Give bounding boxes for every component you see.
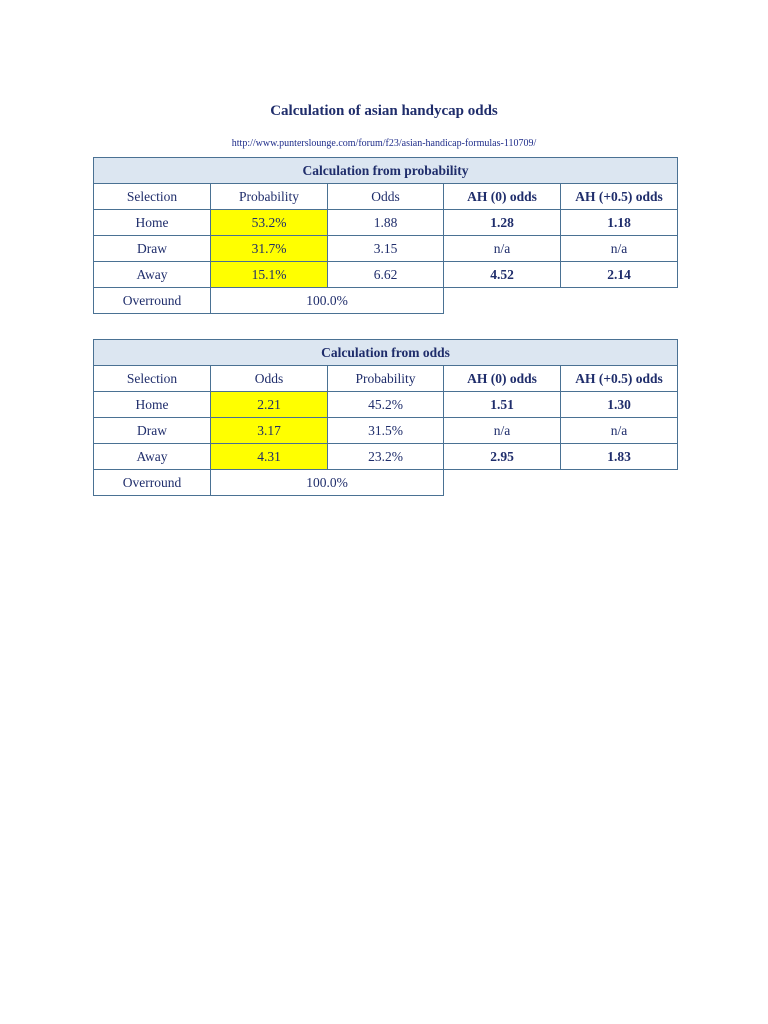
ah0-odds-cell: 4.52 bbox=[444, 262, 561, 288]
overround-value: 100.0% bbox=[211, 470, 444, 496]
empty-cell bbox=[444, 470, 678, 496]
overround-value: 100.0% bbox=[211, 288, 444, 314]
column-header: Selection bbox=[94, 366, 211, 392]
column-header: Probability bbox=[211, 184, 328, 210]
column-header: Selection bbox=[94, 184, 211, 210]
column-header: Odds bbox=[328, 184, 444, 210]
column-header: AH (0) odds bbox=[444, 366, 561, 392]
ah05-odds-cell: 1.83 bbox=[561, 444, 678, 470]
column-header-row bbox=[94, 184, 678, 210]
empty-cell bbox=[444, 288, 678, 314]
probability-table bbox=[93, 157, 678, 314]
table-title: Calculation from probability bbox=[94, 158, 678, 184]
probability-cell: 45.2% bbox=[328, 392, 444, 418]
column-header: AH (+0.5) odds bbox=[561, 366, 678, 392]
probability-input-cell[interactable]: 31.7% bbox=[211, 236, 328, 262]
overround-label: Overround bbox=[94, 470, 211, 496]
ah05-odds-cell: n/a bbox=[561, 236, 678, 262]
ah0-odds-cell: n/a bbox=[444, 236, 561, 262]
odds-cell: 6.62 bbox=[328, 262, 444, 288]
column-header-row bbox=[94, 366, 678, 392]
ah0-odds-cell: 1.28 bbox=[444, 210, 561, 236]
table-row bbox=[94, 210, 678, 236]
selection-cell: Away bbox=[94, 262, 211, 288]
ah05-odds-cell: n/a bbox=[561, 418, 678, 444]
table-header-row bbox=[94, 158, 678, 184]
overround-label: Overround bbox=[94, 288, 211, 314]
table-row bbox=[94, 444, 678, 470]
selection-cell: Draw bbox=[94, 418, 211, 444]
table-row bbox=[94, 236, 678, 262]
selection-cell: Home bbox=[94, 210, 211, 236]
ah0-odds-cell: 1.51 bbox=[444, 392, 561, 418]
column-header: AH (+0.5) odds bbox=[561, 184, 678, 210]
odds-cell: 3.15 bbox=[328, 236, 444, 262]
odds-cell: 1.88 bbox=[328, 210, 444, 236]
overround-row bbox=[94, 288, 678, 314]
table-row bbox=[94, 262, 678, 288]
odds-input-cell[interactable]: 2.21 bbox=[211, 392, 328, 418]
selection-cell: Away bbox=[94, 444, 211, 470]
ah0-odds-cell: n/a bbox=[444, 418, 561, 444]
table-title: Calculation from odds bbox=[94, 340, 678, 366]
table-row bbox=[94, 418, 678, 444]
probability-cell: 31.5% bbox=[328, 418, 444, 444]
column-header: Odds bbox=[211, 366, 328, 392]
ah05-odds-cell: 1.30 bbox=[561, 392, 678, 418]
ah0-odds-cell: 2.95 bbox=[444, 444, 561, 470]
table-row bbox=[94, 392, 678, 418]
selection-cell: Draw bbox=[94, 236, 211, 262]
probability-input-cell[interactable]: 15.1% bbox=[211, 262, 328, 288]
column-header: AH (0) odds bbox=[444, 184, 561, 210]
odds-input-cell[interactable]: 3.17 bbox=[211, 418, 328, 444]
odds-input-cell[interactable]: 4.31 bbox=[211, 444, 328, 470]
ah05-odds-cell: 2.14 bbox=[561, 262, 678, 288]
probability-input-cell[interactable]: 53.2% bbox=[211, 210, 328, 236]
probability-cell: 23.2% bbox=[328, 444, 444, 470]
page-title: Calculation of asian handycap odds bbox=[270, 103, 498, 119]
odds-table bbox=[93, 339, 678, 496]
source-link[interactable]: http://www.punterslounge.com/forum/f23/asian-handicap-formulas-110709/ bbox=[231, 138, 537, 149]
selection-cell: Home bbox=[94, 392, 211, 418]
overround-row bbox=[94, 470, 678, 496]
table-header-row bbox=[94, 340, 678, 366]
ah05-odds-cell: 1.18 bbox=[561, 210, 678, 236]
column-header: Probability bbox=[328, 366, 444, 392]
